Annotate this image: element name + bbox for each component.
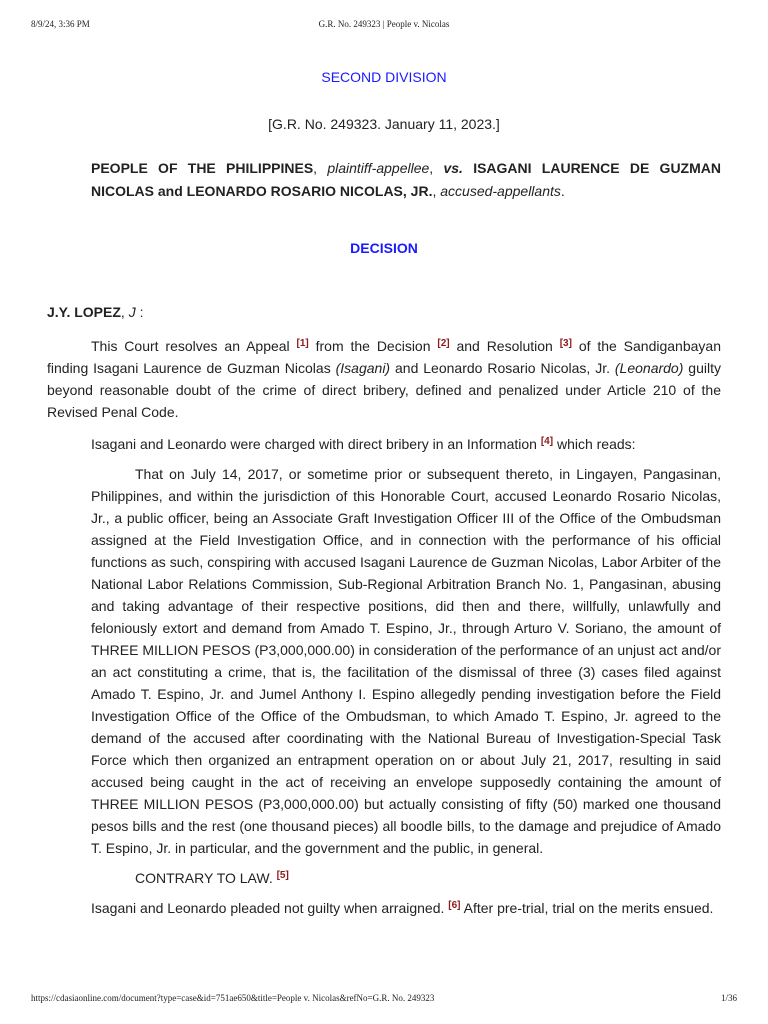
print-header	[31, 19, 737, 33]
information-quote: That on July 14, 2017, or sometime prior or subsequent thereto, in Lingayen, Pangasinan, Philippines, and within the jurisdiction of this Honorable Court, accused Leonardo Rosario Nicolas, Jr., a public officer, being an Associate Graft Investigation Officer III of the Office of the Ombudsman assigned at the Field Investigation Office, and in connection with the performance of his official functions as such, conspiring with accused Isagani Laurence de Guzman Nicolas, Labor Arbiter of the National Labor Relations Commission, Sub-Regional Arbitration Branch No. 1, Pangasinan, abusing and taking advantage of their respective positions, did then and there, willfully, unlawfully and feloniously extort and demand from Amado T. Espino, Jr., through Arturo V. Soriano, the amount of THREE MILLION PESOS (P3,000,000.00) in consideration of the performance of an unjust act and/or an act constituting a crime, that is, the facilitation of the dismissal of three (3) cases filed against Amado T. Espino, Jr. and Jumel Anthony I. Espino allegedly pending investigation before the Field Investigation Office of the Office of the Ombudsman, to which Amado T. Espino, Jr. agreed to the demand of the accused after coordinating with the National Bureau of Investigation-Special Task Force which then organized an entrapment operation on or about July 21, 2017, resulting in said accused being caught in the act of receiving an envelope supposedly containing the amount of THREE MILLION PESOS (P3,000,000.00) but actually consisting of fifty (50) marked one thousand pesos bills and the rest (one thousand pieces) all boodle bills, to the damage and prejudice of Amado T. Espino, Jr. in particular, and the government and the public, in general.	[91, 466, 721, 856]
versus-label: vs.	[443, 160, 463, 176]
separator: ,	[429, 160, 444, 176]
separator: ,	[120, 304, 129, 320]
text-run: Isagani and Leonardo pleaded not guilty when arraigned.	[91, 900, 449, 916]
text-run: This Court resolves an Appeal	[91, 338, 297, 354]
accused-names: ISAGANI LAURENCE DE GUZMAN NICOLAS and LEONARDO ROSARIO NICOLAS, JR.	[91, 160, 721, 199]
paragraph-appeal	[47, 335, 721, 423]
text-run: and Resolution	[449, 338, 560, 354]
footnote-link-3[interactable]: [3]	[559, 338, 572, 349]
text-run: from the Decision	[308, 338, 438, 354]
decision-heading: DECISION	[350, 240, 418, 256]
separator: :	[135, 304, 144, 320]
print-footer	[31, 993, 737, 1007]
paragraph-arraignment	[91, 897, 721, 919]
document-body	[47, 66, 721, 919]
text-run: guilty beyond reasonable doubt of the crime of direct bribery, defined and penalized under Article 210 of the Revised Penal Code.	[47, 360, 721, 420]
gr-number: [G.R. No. 249323. January 11, 2023.]	[268, 116, 500, 132]
author-title: J	[128, 304, 136, 320]
separator: .	[560, 183, 565, 199]
footnote-link-2[interactable]: [2]	[437, 338, 450, 349]
paragraph-information	[91, 433, 721, 455]
footnote-link-5[interactable]: [5]	[276, 870, 289, 881]
ponente	[47, 301, 721, 323]
text-run: and Leonardo Rosario Nicolas, Jr.	[390, 360, 615, 376]
text-run: of the Sandiganbayan finding Isagani Laurence de Guzman Nicolas	[47, 338, 721, 376]
print-title: G.R. No. 249323 | People v. Nicolas	[318, 19, 450, 29]
text-italic: (Leonardo)	[614, 360, 684, 376]
separator: ,	[313, 160, 328, 176]
print-datetime: 8/9/24, 3:36 PM	[31, 19, 90, 29]
separator: ,	[432, 183, 441, 199]
text-run: which reads:	[553, 436, 636, 452]
footnote-link-4[interactable]: [4]	[540, 436, 554, 447]
contrary-to-law	[135, 867, 721, 889]
case-parties	[91, 157, 721, 203]
page-number: 1/36	[720, 993, 737, 1003]
text-italic: (Isagani)	[335, 360, 391, 376]
accused-role: accused-appellants	[440, 183, 561, 199]
division-heading: SECOND DIVISION	[321, 69, 447, 85]
text-run: CONTRARY TO LAW.	[135, 870, 277, 886]
text-run: Isagani and Leonardo were charged with direct bribery in an Information	[91, 436, 541, 452]
plaintiff-role: plaintiff-appellee	[327, 160, 430, 176]
print-url: https://cdasiaonline.com/document?type=case&id=751ae650&title=People v. Nicolas&refNo=G.R. No. 249323	[31, 993, 435, 1003]
footnote-link-6[interactable]: [6]	[448, 900, 461, 911]
footnote-link-1[interactable]: [1]	[296, 338, 309, 349]
text-run: After pre-trial, trial on the merits ensued.	[460, 900, 714, 916]
plaintiff-name: PEOPLE OF THE PHILIPPINES	[91, 160, 314, 176]
author-name: J.Y. LOPEZ	[47, 304, 121, 320]
